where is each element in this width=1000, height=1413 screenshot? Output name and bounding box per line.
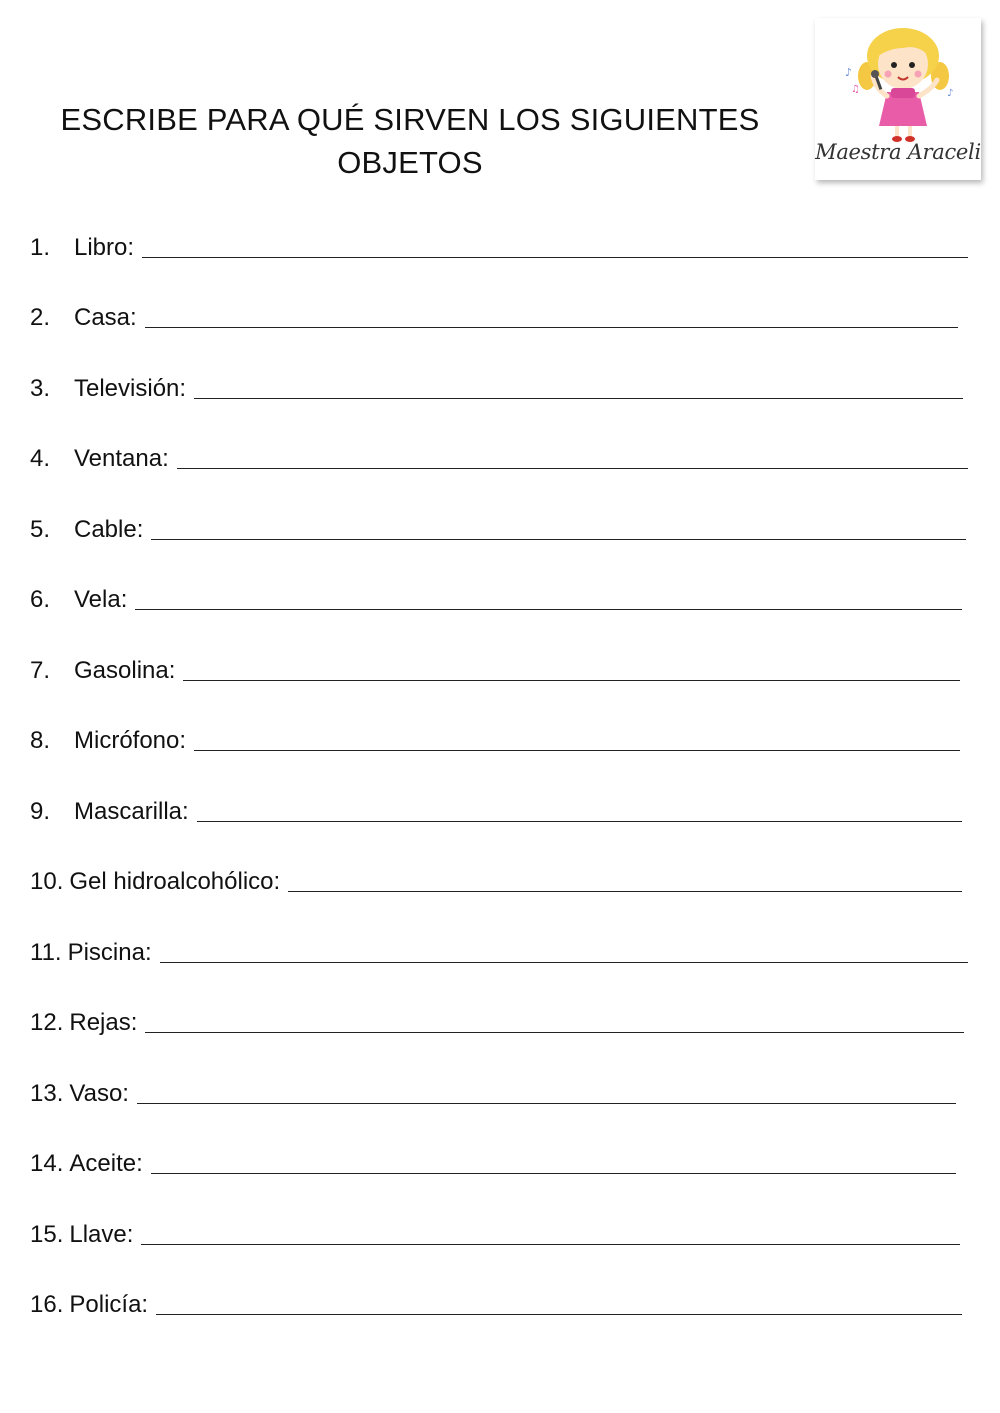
item-label: Televisión: [74, 375, 187, 402]
item-label: Gasolina: [74, 657, 176, 684]
list-item [30, 292, 958, 332]
item-number: 7. [30, 657, 51, 684]
list-item [30, 1209, 960, 1249]
title-line-1: ESCRIBE PARA QUÉ SIRVEN LOS SIGUIENTES [60, 102, 760, 137]
item-label: Libro: [74, 234, 135, 261]
page-title [20, 98, 800, 184]
answer-line[interactable] [156, 1314, 962, 1315]
item-label: Cable: [74, 516, 144, 543]
item-number: 14. [30, 1150, 64, 1177]
list-item [30, 433, 968, 473]
girl-singing-illustration-icon [815, 18, 981, 148]
answer-line[interactable] [145, 1032, 964, 1033]
item-number: 12. [30, 1009, 64, 1036]
list-item [30, 1138, 956, 1178]
item-number: 6. [30, 586, 51, 613]
item-number: 1. [30, 234, 51, 261]
list-item [30, 715, 960, 755]
item-label: Gel hidroalcohólico: [69, 868, 281, 895]
list-item [30, 786, 962, 826]
list-item [30, 574, 962, 614]
list-item [30, 1279, 962, 1319]
item-label: Aceite: [69, 1150, 143, 1177]
item-number: 16. [30, 1291, 64, 1318]
answer-line[interactable] [183, 680, 960, 681]
item-number: 11. [30, 939, 62, 966]
item-number: 13. [30, 1080, 64, 1107]
item-label: Llave: [69, 1221, 134, 1248]
item-label: Micrófono: [74, 727, 187, 754]
list-item [30, 504, 966, 544]
answer-line[interactable] [142, 257, 968, 258]
item-label: Vela: [74, 586, 128, 613]
svg-text:♫: ♫ [851, 84, 860, 95]
item-label: Vaso: [69, 1080, 129, 1107]
svg-text:♪: ♪ [947, 88, 954, 99]
answer-line[interactable] [197, 821, 962, 822]
item-label: Casa: [74, 304, 137, 331]
list-item [30, 927, 968, 967]
answer-line[interactable] [177, 468, 968, 469]
item-number: 8. [30, 727, 51, 754]
item-label: Policía: [69, 1291, 149, 1318]
svg-text:♪: ♪ [845, 66, 853, 79]
item-label: Rejas: [69, 1009, 138, 1036]
item-number: 3. [30, 375, 51, 402]
list-item [30, 645, 960, 685]
answer-line[interactable] [137, 1103, 956, 1104]
item-number: 4. [30, 445, 51, 472]
answer-line[interactable] [151, 539, 966, 540]
item-number: 10. [30, 868, 64, 895]
list-item [30, 222, 968, 262]
item-number: 5. [30, 516, 51, 543]
answer-line[interactable] [160, 962, 968, 963]
list-item [30, 1068, 956, 1108]
answer-line[interactable] [151, 1173, 956, 1174]
answer-line[interactable] [194, 398, 963, 399]
logo [815, 18, 981, 180]
list-item [30, 997, 964, 1037]
item-number: 2. [30, 304, 51, 331]
logo-caption: Maestra Araceli [815, 140, 981, 164]
answer-line[interactable] [194, 750, 960, 751]
item-label: Ventana: [74, 445, 169, 472]
answer-line[interactable] [145, 327, 958, 328]
list-item [30, 363, 963, 403]
title-line-2: OBJETOS [337, 145, 483, 180]
answer-line[interactable] [135, 609, 962, 610]
item-label: Mascarilla: [74, 798, 189, 825]
answer-line[interactable] [288, 891, 962, 892]
item-label: Piscina: [67, 939, 152, 966]
item-number: 15. [30, 1221, 64, 1248]
answer-line[interactable] [141, 1244, 960, 1245]
list-item [30, 856, 962, 896]
item-number: 9. [30, 798, 51, 825]
